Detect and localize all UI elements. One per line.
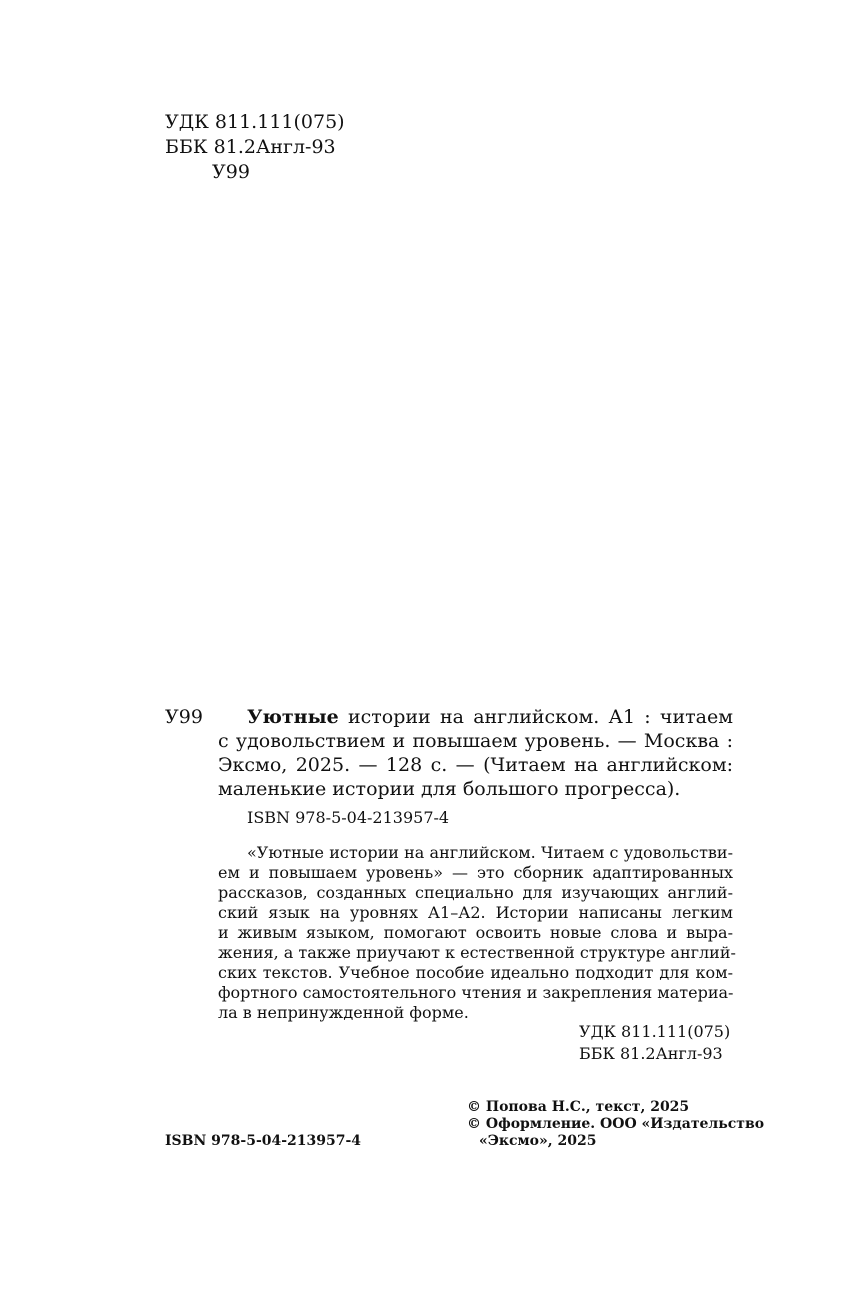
annotation-line: ский язык на уровнях А1–А2. Истории написаны легким xyxy=(218,903,733,922)
entry-first-line xyxy=(247,705,733,729)
annotation-line: ем и повышаем уровень» — это сборник адаптированных xyxy=(218,863,733,882)
entry-line-1: истории на английском. А1 : читаем xyxy=(347,706,733,728)
top-udk: УДК 811.111(075) xyxy=(165,111,345,133)
annotation-line: ских текстов. Учебное пособие идеально подходит для ком- xyxy=(218,963,733,982)
annotation-line: фортного самостоятельного чтения и закрепления материа- xyxy=(218,983,734,1002)
bottom-isbn: ISBN 978-5-04-213957-4 xyxy=(165,1133,362,1149)
annotation-line: и живым языком, помогают освоить новые слова и выра- xyxy=(218,923,733,942)
annotation xyxy=(218,843,736,1023)
copyright-publisher: «Эксмо», 2025 xyxy=(479,1133,597,1149)
annotation-udk: УДК 811.111(075) xyxy=(579,1022,731,1041)
entry-line-3: Эксмо, 2025. — 128 с. — (Читаем на английском: xyxy=(218,754,733,776)
entry-body xyxy=(218,729,733,801)
entry-title-bold: Уютные xyxy=(247,706,339,728)
annotation-last-line: ла в непринужденной форме. xyxy=(218,1003,469,1022)
entry-line-4: маленькие истории для большого прогресса). xyxy=(218,778,681,800)
top-bbk: ББК 81.2Англ-93 xyxy=(165,136,336,158)
top-author-code: У99 xyxy=(212,161,250,183)
entry-author-code: У99 xyxy=(165,706,203,728)
copyright-design: © Оформление. ООО «Издательство xyxy=(467,1116,765,1132)
entry-line-2: с удовольствием и повышаем уровень. — Москва : xyxy=(218,730,733,752)
annotation-line: рассказов, созданных специально для изучающих англий- xyxy=(218,883,733,902)
annotation-line: жения, а также приучают к естественной структуре англий- xyxy=(218,943,736,962)
entry-isbn: ISBN 978-5-04-213957-4 xyxy=(247,808,450,827)
annotation-bbk: ББК 81.2Англ-93 xyxy=(579,1044,723,1063)
annotation-line: «Уютные истории на английском. Читаем с удовольстви- xyxy=(247,843,733,862)
copyright-author: © Попова Н.С., текст, 2025 xyxy=(467,1099,690,1115)
